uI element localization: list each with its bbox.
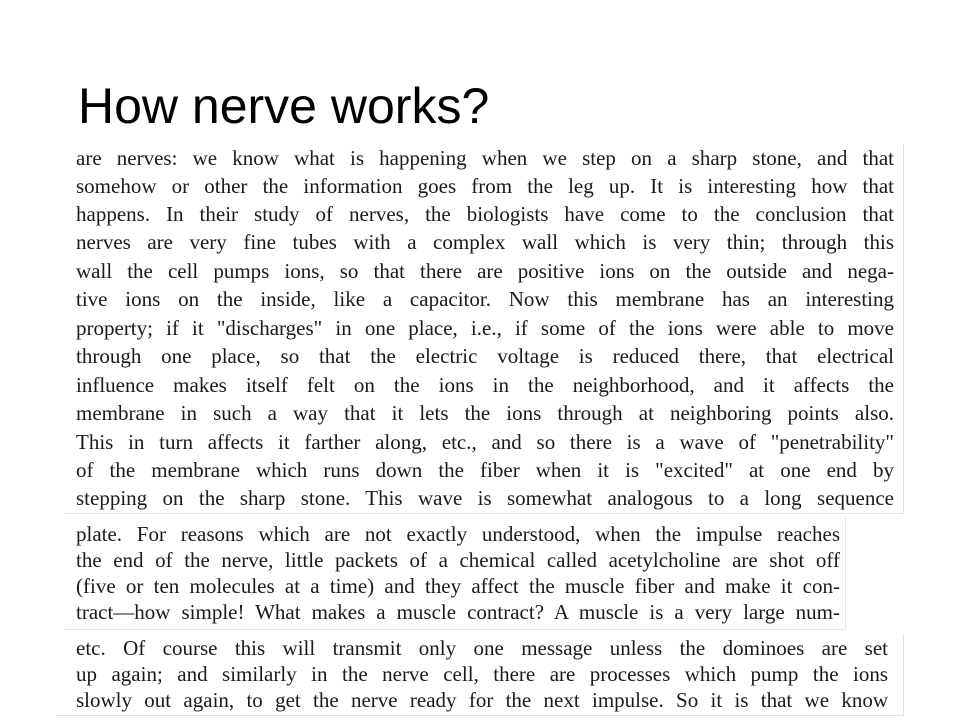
text-excerpt-nerve-impulse bbox=[64, 144, 904, 514]
excerpt-line: property; if it "discharges" in one place, i.e., if some of the ions were able to move bbox=[76, 316, 894, 340]
excerpt-line: tive ions on the inside, like a capacitor. Now this membrane has an interesting bbox=[76, 287, 894, 311]
excerpt-line: through one place, so that the electric voltage is reduced there, that electrical bbox=[76, 344, 894, 368]
excerpt-line: stepping on the sharp stone. This wave is somewhat analogous to a long sequence bbox=[76, 486, 894, 510]
slide-title: How nerve works? bbox=[78, 78, 490, 134]
excerpt-line: slowly out again, to get the nerve ready for the next impulse. So it is that we know bbox=[76, 688, 888, 712]
excerpt-line: This in turn affects it farther along, etc., and so there is a wave of "penetrability" bbox=[76, 430, 894, 454]
excerpt-line: the end of the nerve, little packets of a chemical called acetylcholine are shot off bbox=[76, 548, 840, 572]
excerpt-line: membrane in such a way that it lets the ions through at neighboring points also. bbox=[76, 401, 894, 425]
excerpt-line: wall the cell pumps ions, so that there are positive ions on the outside and nega- bbox=[76, 259, 894, 283]
excerpt-line: up again; and similarly in the nerve cell, there are processes which pump the ions bbox=[76, 662, 888, 686]
text-excerpt-dominoes bbox=[56, 634, 904, 716]
text-excerpt-muscle-contraction bbox=[64, 518, 846, 630]
excerpt-line: are nerves: we know what is happening when we step on a sharp stone, and that bbox=[76, 146, 894, 170]
excerpt-line: tract—how simple! What makes a muscle contract? A muscle is a very large num- bbox=[76, 600, 840, 624]
excerpt-line: nerves are very fine tubes with a complex wall which is very thin; through this bbox=[76, 230, 894, 254]
excerpt-line: (five or ten molecules at a time) and they affect the muscle fiber and make it con- bbox=[76, 574, 840, 598]
excerpt-line: plate. For reasons which are not exactly understood, when the impulse reaches bbox=[76, 522, 840, 546]
excerpt-line: of the membrane which runs down the fiber when it is "excited" at one end by bbox=[76, 458, 894, 482]
excerpt-line: somehow or other the information goes from the leg up. It is interesting how that bbox=[76, 174, 894, 198]
excerpt-line: influence makes itself felt on the ions in the neighborhood, and it affects the bbox=[76, 373, 894, 397]
excerpt-line: etc. Of course this will transmit only one message unless the dominoes are set bbox=[76, 636, 888, 660]
excerpt-line: happens. In their study of nerves, the biologists have come to the conclusion that bbox=[76, 202, 894, 226]
